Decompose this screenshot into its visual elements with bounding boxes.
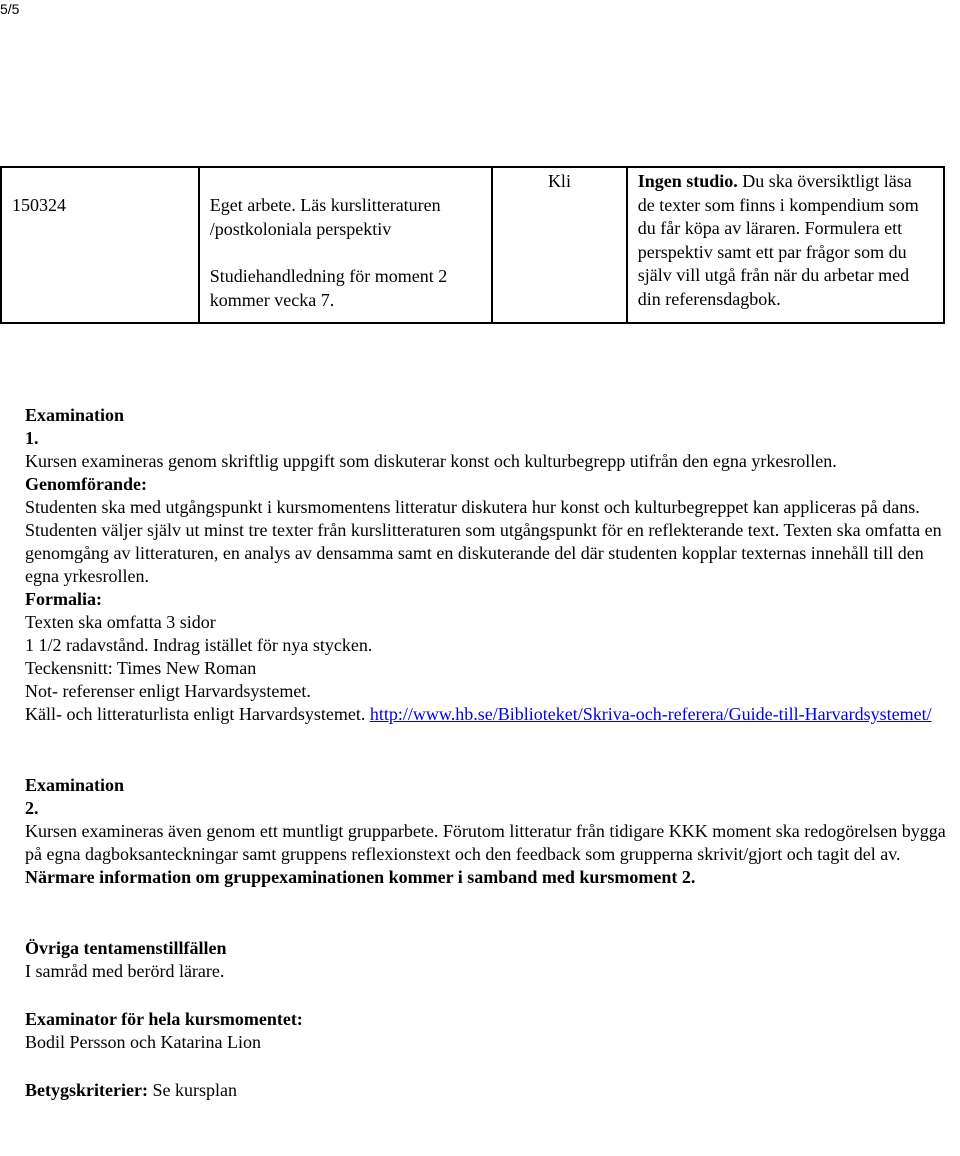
- note-cell: [627, 167, 944, 323]
- exam1-heading: Examination: [25, 405, 125, 425]
- formalia-line: 1 1/2 radavstånd. Indrag istället för nya stycken.: [25, 635, 373, 655]
- ovriga-text: I samråd med berörd lärare.: [25, 961, 225, 981]
- time-cell: Kli: [492, 167, 627, 323]
- exam1-number: 1.: [25, 428, 39, 448]
- sources-paragraph: [25, 703, 960, 726]
- genomforande-text: Studenten ska med utgångspunkt i kursmomentens litteratur diskutera hur konst och kulturbegreppet kan appliceras på dans. Studenten väljer själv ut minst tre texter från kurslitteraturen som utgångspunkt för en reflekterande text. Texten ska omfatta en genomgång av litteraturen, en analys av densamma samt en diskuterande del där studenten kopplar texternas innehåll till den egna yrkesrollen.: [25, 497, 942, 586]
- table-row: [1, 167, 944, 323]
- exam2-bold-text: Närmare information om gruppexaminationen kommer i samband med kursmoment 2.: [25, 867, 696, 887]
- date-cell: 150324: [1, 167, 199, 323]
- harvard-guide-link[interactable]: http://www.hb.se/Biblioteket/Skriva-och-referera/Guide-till-Harvardsystemet/: [369, 704, 932, 724]
- note-text: Du ska översiktligt läsa de texter som finns i kompendium som du får köpa av läraren. Formulera ett perspektiv samt ett par frågor som du själv vill utgå från när du arbetar med din referensdagbok.: [637, 171, 919, 309]
- formalia-label: Formalia:: [25, 589, 102, 609]
- betyg-paragraph: [25, 1079, 960, 1102]
- formalia-line: Not- referenser enligt Harvardsystemet.: [25, 681, 311, 701]
- exam2-text: Kursen examineras även genom ett muntligt grupparbete. Förutom litteratur från tidigare KKK moment ska redogörelsen bygga på egna dagboksanteckningar samt gruppens reflexionstext och den feedback som grupperna skrivit/gjort och tagit del av.: [25, 821, 946, 864]
- note-bold: Ingen studio.: [637, 171, 738, 191]
- genomforande-label: Genomförande:: [25, 474, 147, 494]
- page-number: 5/5: [0, 1, 20, 17]
- exam2-number: 2.: [25, 798, 39, 818]
- activity-cell: [199, 167, 492, 323]
- formalia-line: Teckensnitt: Times New Roman: [25, 658, 257, 678]
- formalia-line: Texten ska omfatta 3 sidor: [25, 612, 216, 632]
- exam2-paragraph: [25, 820, 960, 889]
- betyg-label: Betygskriterier:: [25, 1080, 148, 1100]
- exam2-heading: Examination: [25, 775, 125, 795]
- schedule-table: [0, 166, 945, 324]
- activity-note: Studiehandledning för moment 2 kommer vecka 7.: [209, 266, 448, 310]
- ovriga-heading: Övriga tentamenstillfällen: [25, 938, 227, 958]
- examinator-text: Bodil Persson och Katarina Lion: [25, 1032, 261, 1052]
- examinator-heading: Examinator för hela kursmomentet:: [25, 1009, 303, 1029]
- betyg-text: Se kursplan: [152, 1080, 237, 1100]
- sources-text: Käll- och litteraturlista enligt Harvardsystemet.: [25, 704, 366, 724]
- activity-text: Eget arbete. Läs kurslitteraturen /postkoloniala perspektiv: [209, 195, 441, 239]
- main-content: [25, 404, 960, 1102]
- exam1-intro: Kursen examineras genom skriftlig uppgift som diskuterar konst och kulturbegrepp utifrån den egna yrkesrollen.: [25, 451, 837, 471]
